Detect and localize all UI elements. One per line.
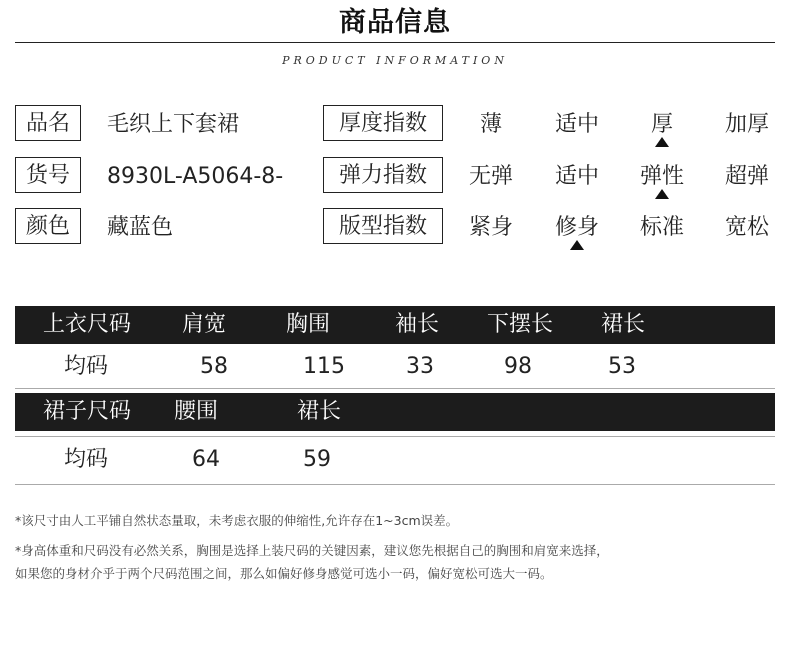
top-size-header: 下摆长 <box>487 312 554 337</box>
product-name-value: 毛织上下套裙 <box>107 112 240 137</box>
top-size-header: 胸围 <box>286 312 331 337</box>
thickness-option: 加厚 <box>724 112 769 137</box>
top-size-header: 裙长 <box>601 312 646 337</box>
top-size-cell: 均码 <box>64 354 109 379</box>
thickness-option: 薄 <box>479 112 502 137</box>
table-row-divider <box>15 436 775 437</box>
top-size-cell: 115 <box>303 354 345 379</box>
top-size-header: 上衣尺码 <box>43 312 132 337</box>
skirt-size-cell: 64 <box>192 447 220 472</box>
elasticity-option: 无弹 <box>468 164 513 189</box>
thickness-selected-marker-icon <box>655 137 669 147</box>
skirt-size-header: 腰围 <box>174 399 219 424</box>
thickness-option: 适中 <box>554 112 599 137</box>
top-size-cell: 58 <box>200 354 228 379</box>
table-row-divider <box>15 484 775 485</box>
skirt-size-cell: 59 <box>303 447 331 472</box>
elasticity-index-label: 弹力指数 <box>323 157 443 193</box>
skirt-size-header: 裙子尺码 <box>43 399 132 424</box>
thickness-option: 厚 <box>650 112 673 137</box>
fit-option: 紧身 <box>468 215 513 240</box>
top-size-cell: 53 <box>608 354 636 379</box>
thickness-index-label: 厚度指数 <box>323 105 443 141</box>
title-divider <box>15 42 775 43</box>
fit-option: 标准 <box>639 215 684 240</box>
fit-option: 宽松 <box>724 215 769 240</box>
elasticity-option: 弹性 <box>639 164 684 189</box>
sku-value: 8930L-A5064-8- <box>107 164 284 189</box>
skirt-size-header: 裙长 <box>297 399 342 424</box>
top-size-cell: 98 <box>504 354 532 379</box>
size-advice-note-continued: 如果您的身材介乎于两个尺码范围之间，那么如偏好修身感觉可选小一码，偏好宽松可选大一码。 <box>15 566 553 581</box>
sku-label: 货号 <box>15 157 81 193</box>
top-size-header: 袖长 <box>395 312 440 337</box>
elasticity-option: 适中 <box>554 164 599 189</box>
elasticity-option: 超弹 <box>724 164 769 189</box>
top-size-header: 肩宽 <box>182 312 227 337</box>
table-row-divider <box>15 388 775 389</box>
fit-selected-marker-icon <box>570 240 584 250</box>
elasticity-selected-marker-icon <box>655 189 669 199</box>
page-subtitle: PRODUCT INFORMATION <box>282 54 508 67</box>
color-label: 颜色 <box>15 208 81 244</box>
product-name-label: 品名 <box>15 105 81 141</box>
measurement-note: *该尺寸由人工平铺自然状态量取，未考虑衣服的伸缩性,允许存在1~3cm误差。 <box>15 513 459 528</box>
size-advice-note: *身高体重和尺码没有必然关系，胸围是选择上装尺码的关键因素，建议您先根据自己的胸围和肩宽来选择， <box>15 543 609 558</box>
top-size-cell: 33 <box>406 354 434 379</box>
skirt-size-cell: 均码 <box>64 447 109 472</box>
color-value: 藏蓝色 <box>107 215 174 240</box>
fit-index-label: 版型指数 <box>323 208 443 244</box>
fit-option: 修身 <box>554 215 599 240</box>
page-title: 商品信息 <box>339 7 451 38</box>
